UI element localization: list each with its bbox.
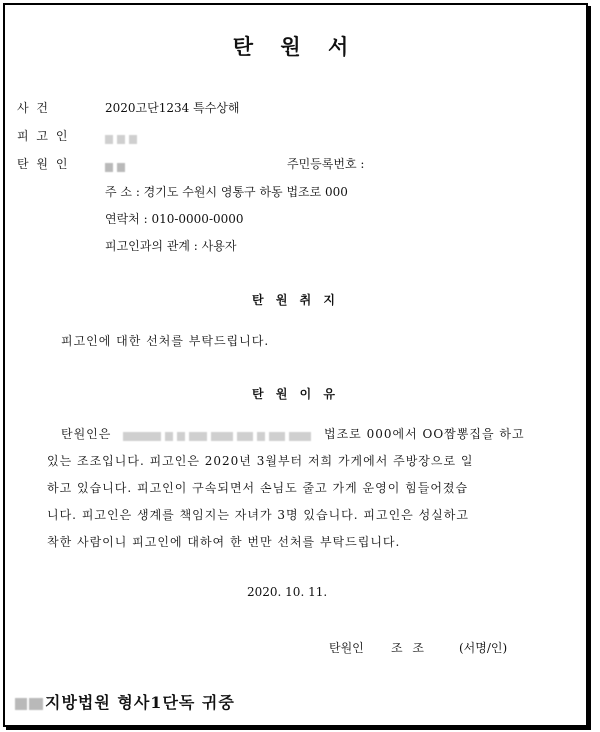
- signer-name: 조 조: [391, 641, 427, 655]
- reason-line-1-prefix: 탄원인은: [61, 427, 112, 441]
- purpose-text: 피고인에 대한 선처를 부탁드립니다.: [61, 334, 270, 348]
- address-redacted: [123, 426, 315, 445]
- petitioner-label: 탄 원 인: [17, 157, 70, 171]
- reason-line-4: 니다. 피고인은 생계를 책임지는 자녀가 3명 있습니다. 피고인은 성실하고: [47, 508, 469, 522]
- reason-line-2: 있는 조조입니다. 피고인은 2020년 3월부터 저희 가게에서 주방장으로 일: [47, 454, 474, 468]
- document-date: 2020. 10. 11.: [247, 585, 328, 599]
- petitioner-name-redacted: [105, 157, 129, 176]
- court-name-redacted: [15, 693, 43, 712]
- purpose-heading: 탄 원 취 지: [252, 293, 339, 307]
- defendant-label: 피 고 인: [17, 129, 70, 143]
- case-label: 사 건: [17, 101, 50, 115]
- defendant-name-redacted: [105, 129, 141, 148]
- contact-line: 연락처 : 010-0000-0000: [105, 212, 244, 226]
- signer-label: 탄원인: [329, 641, 364, 655]
- address-line: 주 소 : 경기도 수원시 영통구 하동 법조로 000: [105, 185, 348, 199]
- reason-heading: 탄 원 이 유: [252, 387, 339, 401]
- reason-line-3: 하고 있습니다. 피고인이 구속되면서 손님도 줄고 가게 운영이 힘들어졌습: [47, 481, 469, 495]
- court-addressee: 지방법원 형사1단독 귀중: [45, 693, 235, 712]
- reason-line-1-suffix: 법조로 000에서 OO짬뽕집을 하고: [324, 427, 525, 441]
- reason-line-5: 착한 사람이니 피고인에 대하여 한 번만 선처를 부탁드립니다.: [47, 535, 401, 549]
- document-title: 탄 원 서: [232, 34, 359, 59]
- case-value: 2020고단1234 특수상해: [105, 101, 240, 115]
- document-page: [3, 3, 588, 727]
- signature-note: (서명/인): [459, 641, 508, 655]
- resident-number-label: 주민등록번호 :: [287, 157, 365, 171]
- relation-line: 피고인과의 관계 : 사용자: [105, 239, 237, 253]
